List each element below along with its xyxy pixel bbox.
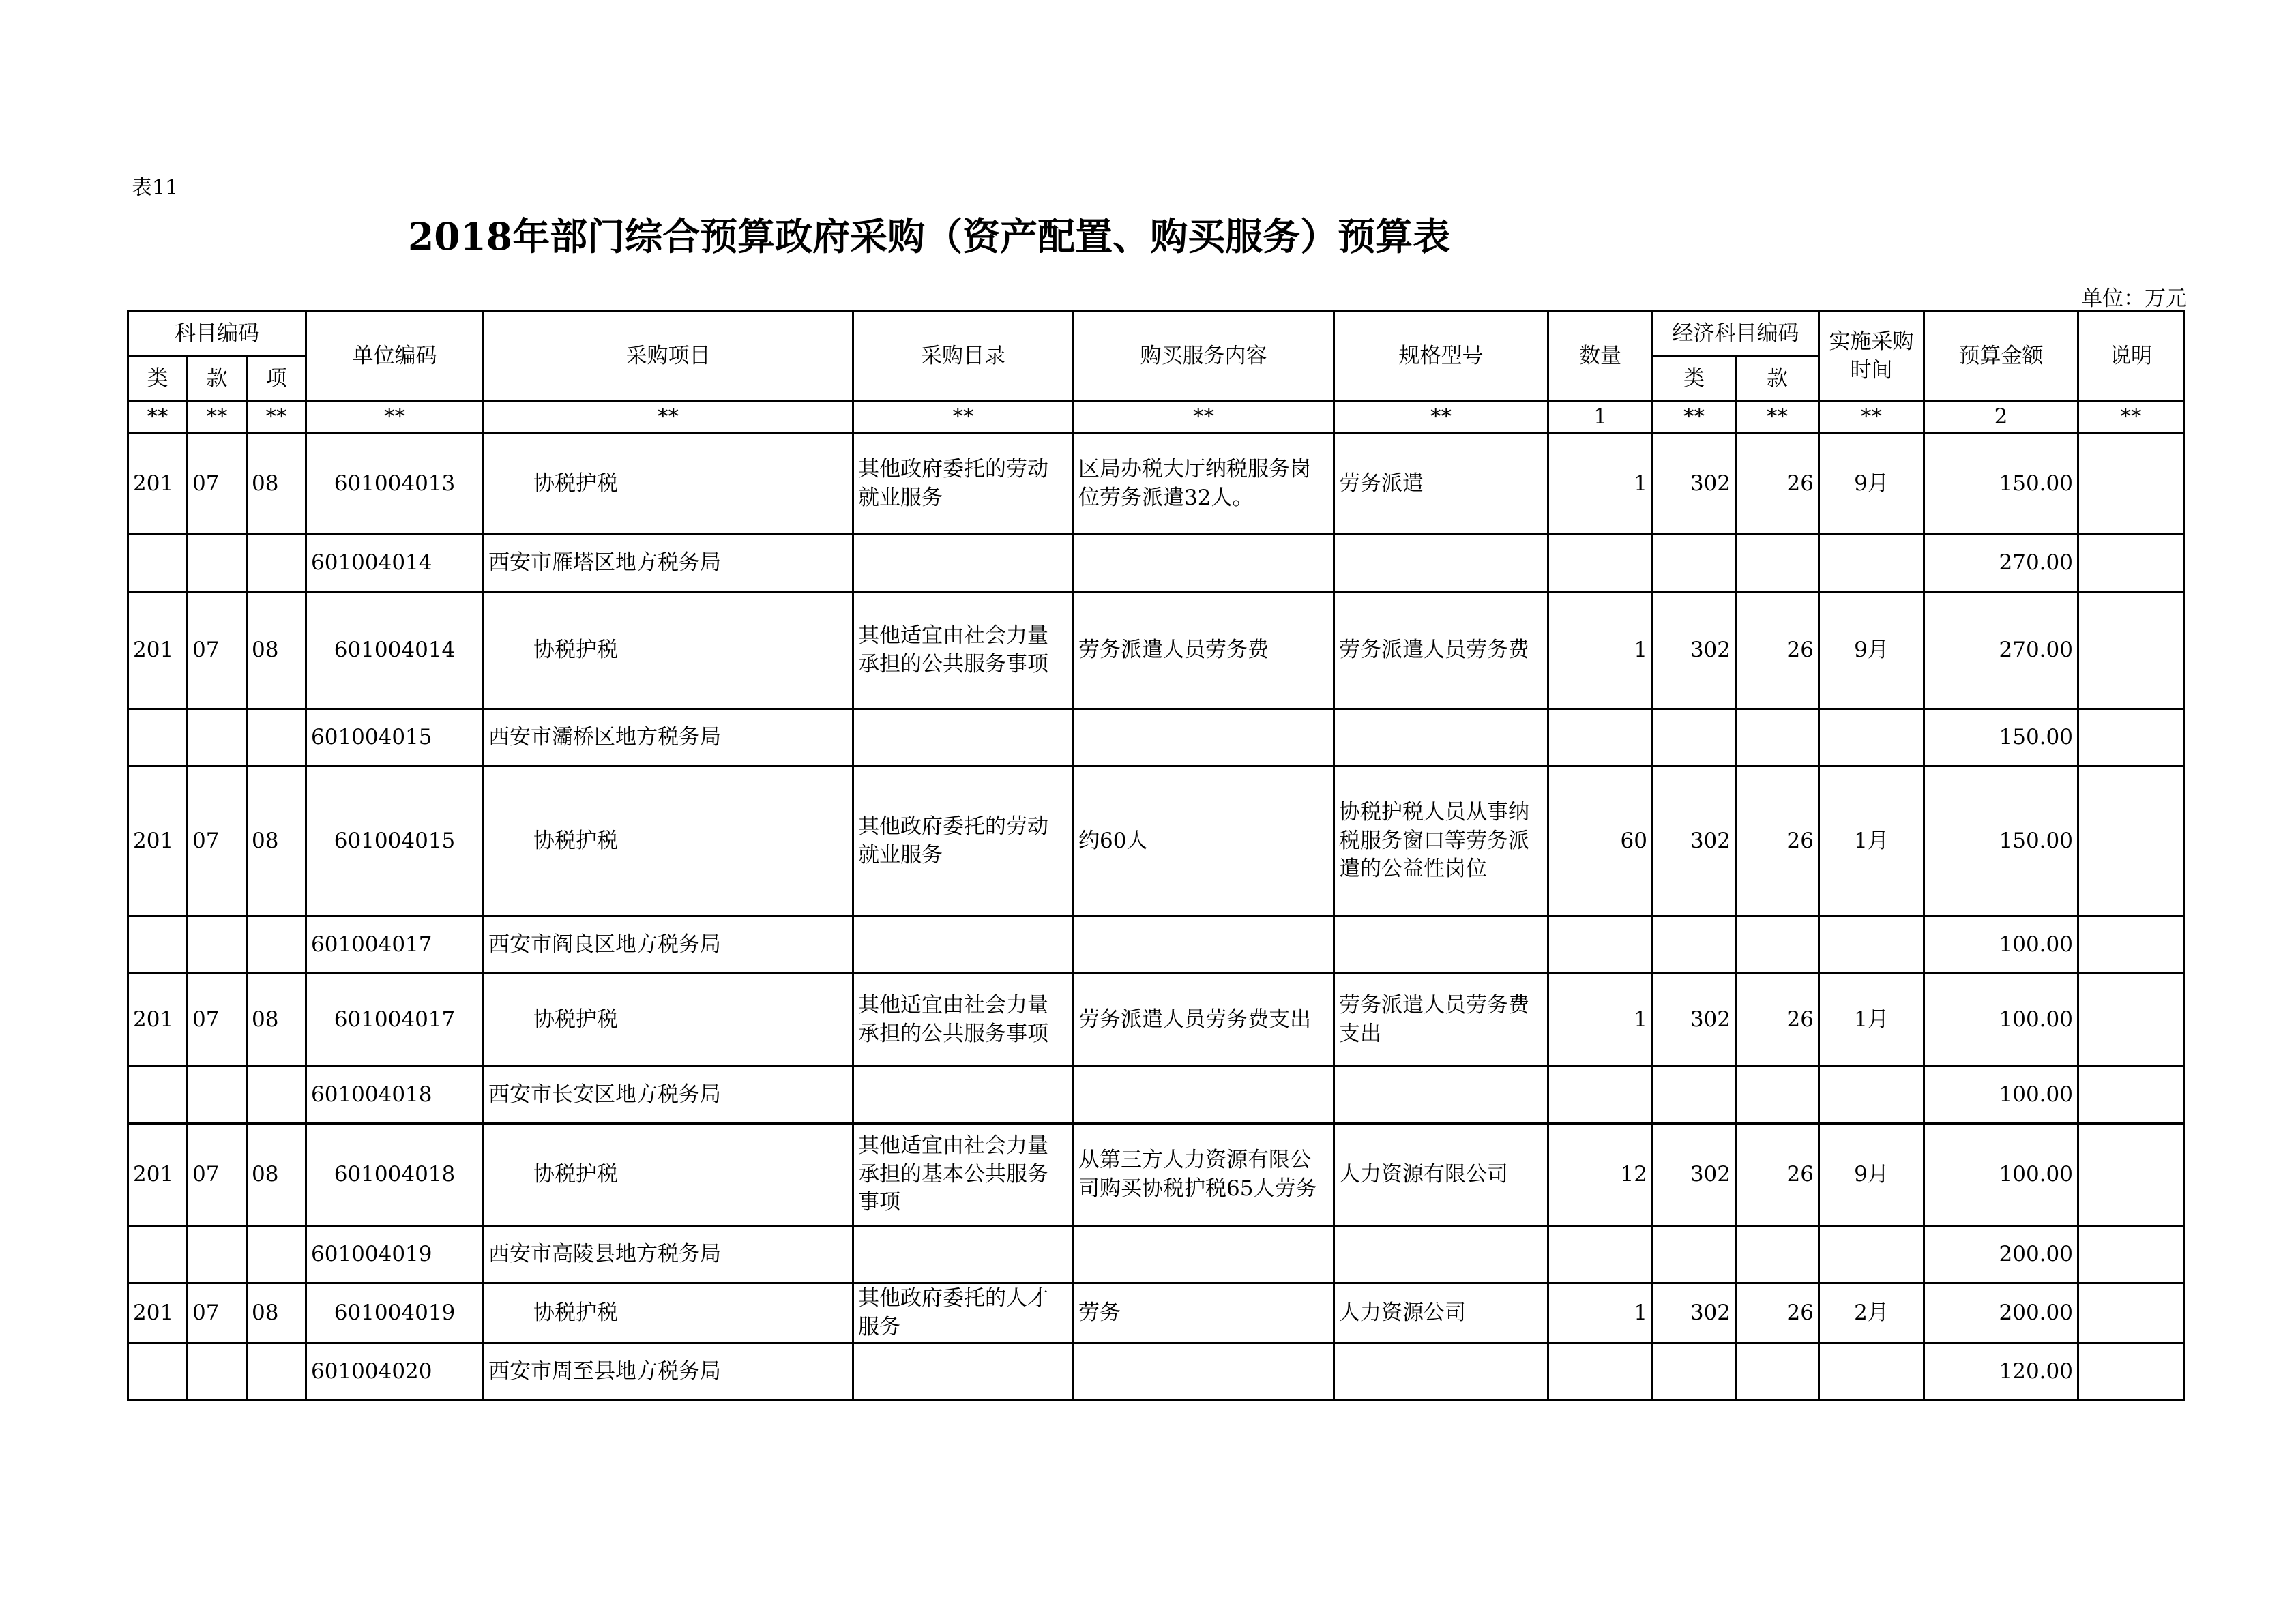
item-row: [128, 592, 2184, 709]
catalog-cell: [853, 709, 1074, 766]
unit-code-cell: 601004019: [306, 1283, 484, 1343]
spec-cell: 协税护税人员从事纳税服务窗口等劳务派遣的公益性岗位: [1334, 766, 1548, 917]
econ-lei-cell: 302: [1653, 1283, 1736, 1343]
budget-amount-cell: 150.00: [1924, 709, 2078, 766]
kuan-cell: 07: [188, 766, 247, 917]
note-cell: [2078, 1067, 2184, 1124]
catalog-cell: 其他政府委托的劳动就业服务: [853, 766, 1074, 917]
kuan-cell: [188, 1067, 247, 1124]
xiang-cell: 08: [247, 974, 306, 1067]
header-goumai-fuwu-neirong: 购买服务内容: [1074, 312, 1334, 402]
service-content-cell: 劳务: [1074, 1283, 1334, 1343]
econ-lei-cell: 302: [1653, 434, 1736, 535]
econ-lei-cell: 302: [1653, 766, 1736, 917]
note-cell: [2078, 709, 2184, 766]
spec-cell: [1334, 1343, 1548, 1401]
marker-cell: **: [247, 402, 306, 434]
unit-name-cell: 西安市高陵县地方税务局: [484, 1226, 853, 1283]
header-yusuan-jine: 预算金额: [1924, 312, 2078, 402]
econ-lei-cell: [1653, 917, 1736, 974]
spec-cell: [1334, 917, 1548, 974]
unit-code-cell: 601004015: [306, 709, 484, 766]
xiang-cell: 08: [247, 766, 306, 917]
item-row: [128, 434, 2184, 535]
budget-amount-cell: 150.00: [1924, 766, 2078, 917]
econ-kuan-cell: [1736, 917, 1819, 974]
kuan-cell: 07: [188, 592, 247, 709]
unit-code-cell: 601004018: [306, 1067, 484, 1124]
econ-lei-cell: 302: [1653, 592, 1736, 709]
project-cell: 协税护税: [484, 1283, 853, 1343]
lei-cell: 201: [128, 1283, 188, 1343]
quantity-cell: 60: [1548, 766, 1653, 917]
header-kuan: 款: [188, 357, 247, 402]
header-jj-lei: 类: [1653, 357, 1736, 402]
unit-code-cell: 601004013: [306, 434, 484, 535]
spec-cell: 人力资源有限公司: [1334, 1124, 1548, 1226]
quantity-cell: 1: [1548, 592, 1653, 709]
catalog-cell: [853, 1226, 1074, 1283]
budget-amount-cell: 270.00: [1924, 592, 2078, 709]
econ-lei-cell: 302: [1653, 974, 1736, 1067]
kuan-cell: [188, 1226, 247, 1283]
catalog-cell: 其他适宜由社会力量承担的公共服务事项: [853, 592, 1074, 709]
header-caigou-xiangmu: 采购项目: [484, 312, 853, 402]
table-number: 表11: [132, 176, 179, 200]
purchase-time-cell: 9月: [1819, 592, 1924, 709]
spec-cell: [1334, 709, 1548, 766]
kuan-cell: 07: [188, 1283, 247, 1343]
header-guige-xinghao: 规格型号: [1334, 312, 1548, 402]
econ-kuan-cell: [1736, 709, 1819, 766]
kuan-cell: [188, 1343, 247, 1401]
purchase-time-cell: [1819, 1067, 1924, 1124]
lei-cell: [128, 709, 188, 766]
marker-cell: **: [306, 402, 484, 434]
header-jj-kuan: 款: [1736, 357, 1819, 402]
spec-cell: 人力资源公司: [1334, 1283, 1548, 1343]
xiang-cell: 08: [247, 1283, 306, 1343]
marker-row: [128, 402, 2184, 434]
header-shuoming: 说明: [2078, 312, 2184, 402]
service-content-cell: [1074, 1226, 1334, 1283]
econ-lei-cell: 302: [1653, 1124, 1736, 1226]
unit-code-cell: 601004015: [306, 766, 484, 917]
econ-kuan-cell: 26: [1736, 434, 1819, 535]
note-cell: [2078, 535, 2184, 592]
quantity-cell: [1548, 1226, 1653, 1283]
budget-amount-cell: 100.00: [1924, 974, 2078, 1067]
econ-kuan-cell: 26: [1736, 1283, 1819, 1343]
xiang-cell: [247, 1343, 306, 1401]
service-content-cell: [1074, 1067, 1334, 1124]
service-content-cell: [1074, 535, 1334, 592]
unit-name-cell: 西安市周至县地方税务局: [484, 1343, 853, 1401]
kuan-cell: 07: [188, 974, 247, 1067]
quantity-cell: 12: [1548, 1124, 1653, 1226]
quantity-cell: 1: [1548, 974, 1653, 1067]
page-title: 2018年部门综合预算政府采购（资产配置、购买服务）预算表: [408, 214, 1451, 258]
purchase-time-cell: 9月: [1819, 434, 1924, 535]
catalog-cell: 其他政府委托的人才服务: [853, 1283, 1074, 1343]
econ-lei-cell: [1653, 1067, 1736, 1124]
marker-cell: **: [2078, 402, 2184, 434]
marker-cell: **: [1653, 402, 1736, 434]
header-lei: 类: [128, 357, 188, 402]
unit-code-cell: 601004014: [306, 535, 484, 592]
quantity-cell: 1: [1548, 434, 1653, 535]
service-content-cell: 从第三方人力资源有限公司购买协税护税65人劳务: [1074, 1124, 1334, 1226]
econ-kuan-cell: [1736, 1067, 1819, 1124]
budget-amount-cell: 120.00: [1924, 1343, 2078, 1401]
marker-cell: **: [188, 402, 247, 434]
catalog-cell: 其他适宜由社会力量承担的公共服务事项: [853, 974, 1074, 1067]
unit-code-cell: 601004020: [306, 1343, 484, 1401]
unit-summary-row: [128, 1226, 2184, 1283]
kuan-cell: [188, 917, 247, 974]
note-cell: [2078, 1226, 2184, 1283]
unit-summary-row: [128, 1343, 2184, 1401]
budget-amount-cell: 150.00: [1924, 434, 2078, 535]
spec-cell: 劳务派遣人员劳务费支出: [1334, 974, 1548, 1067]
lei-cell: 201: [128, 974, 188, 1067]
table-body: [128, 312, 2184, 1401]
unit-summary-row: [128, 917, 2184, 974]
unit-name-cell: 西安市长安区地方税务局: [484, 1067, 853, 1124]
econ-kuan-cell: 26: [1736, 1124, 1819, 1226]
purchase-time-cell: 1月: [1819, 974, 1924, 1067]
xiang-cell: 08: [247, 592, 306, 709]
header-xiang: 项: [247, 357, 306, 402]
spec-cell: 劳务派遣人员劳务费: [1334, 592, 1548, 709]
header-kemu-bianma: 科目编码: [128, 312, 306, 357]
lei-cell: [128, 535, 188, 592]
budget-amount-cell: 200.00: [1924, 1226, 2078, 1283]
unit-label: 单位：万元: [2081, 286, 2187, 311]
marker-cell: **: [128, 402, 188, 434]
budget-amount-cell: 200.00: [1924, 1283, 2078, 1343]
project-cell: 协税护税: [484, 1124, 853, 1226]
project-cell: 协税护税: [484, 766, 853, 917]
purchase-time-cell: [1819, 535, 1924, 592]
econ-lei-cell: [1653, 709, 1736, 766]
xiang-cell: [247, 709, 306, 766]
catalog-cell: [853, 1067, 1074, 1124]
spec-cell: [1334, 1226, 1548, 1283]
xiang-cell: [247, 535, 306, 592]
project-cell: 协税护税: [484, 592, 853, 709]
econ-lei-cell: [1653, 535, 1736, 592]
marker-cell: **: [1736, 402, 1819, 434]
item-row: [128, 1283, 2184, 1343]
unit-code-cell: 601004014: [306, 592, 484, 709]
unit-name-cell: 西安市阎良区地方税务局: [484, 917, 853, 974]
header-danwei-bianma: 单位编码: [306, 312, 484, 402]
xiang-cell: [247, 1226, 306, 1283]
note-cell: [2078, 592, 2184, 709]
kuan-cell: [188, 535, 247, 592]
item-row: [128, 974, 2184, 1067]
xiang-cell: 08: [247, 1124, 306, 1226]
xiang-cell: [247, 917, 306, 974]
purchase-time-cell: 9月: [1819, 1124, 1924, 1226]
marker-cell: 1: [1548, 402, 1653, 434]
xiang-cell: 08: [247, 434, 306, 535]
service-content-cell: 区局办税大厅纳税服务岗位劳务派遣32人。: [1074, 434, 1334, 535]
service-content-cell: 约60人: [1074, 766, 1334, 917]
budget-amount-cell: 100.00: [1924, 1067, 2078, 1124]
unit-code-cell: 601004018: [306, 1124, 484, 1226]
unit-code-cell: 601004019: [306, 1226, 484, 1283]
item-row: [128, 766, 2184, 917]
quantity-cell: [1548, 1067, 1653, 1124]
note-cell: [2078, 917, 2184, 974]
header-shuliang: 数量: [1548, 312, 1653, 402]
service-content-cell: 劳务派遣人员劳务费支出: [1074, 974, 1334, 1067]
econ-kuan-cell: [1736, 535, 1819, 592]
service-content-cell: 劳务派遣人员劳务费: [1074, 592, 1334, 709]
spec-cell: 劳务派遣: [1334, 434, 1548, 535]
project-cell: 协税护税: [484, 434, 853, 535]
budget-table: [127, 310, 2185, 1401]
kuan-cell: [188, 709, 247, 766]
note-cell: [2078, 1124, 2184, 1226]
econ-kuan-cell: 26: [1736, 592, 1819, 709]
econ-kuan-cell: [1736, 1343, 1819, 1401]
quantity-cell: [1548, 1343, 1653, 1401]
unit-name-cell: 西安市灞桥区地方税务局: [484, 709, 853, 766]
catalog-cell: [853, 535, 1074, 592]
purchase-time-cell: [1819, 917, 1924, 974]
project-cell: 协税护税: [484, 974, 853, 1067]
lei-cell: 201: [128, 766, 188, 917]
marker-cell: **: [1334, 402, 1548, 434]
kuan-cell: 07: [188, 1124, 247, 1226]
service-content-cell: [1074, 917, 1334, 974]
unit-code-cell: 601004017: [306, 974, 484, 1067]
item-row: [128, 1124, 2184, 1226]
econ-kuan-cell: 26: [1736, 766, 1819, 917]
marker-cell: 2: [1924, 402, 2078, 434]
purchase-time-cell: 2月: [1819, 1283, 1924, 1343]
unit-summary-row: [128, 709, 2184, 766]
unit-summary-row: [128, 1067, 2184, 1124]
spec-cell: [1334, 535, 1548, 592]
spec-cell: [1334, 1067, 1548, 1124]
catalog-cell: 其他政府委托的劳动就业服务: [853, 434, 1074, 535]
quantity-cell: 1: [1548, 1283, 1653, 1343]
header-shishi-caigou-shijian: 实施采购时间: [1819, 312, 1924, 402]
purchase-time-cell: [1819, 709, 1924, 766]
lei-cell: [128, 917, 188, 974]
catalog-cell: 其他适宜由社会力量承担的基本公共服务事项: [853, 1124, 1074, 1226]
note-cell: [2078, 766, 2184, 917]
xiang-cell: [247, 1067, 306, 1124]
budget-amount-cell: 270.00: [1924, 535, 2078, 592]
lei-cell: 201: [128, 434, 188, 535]
econ-kuan-cell: [1736, 1226, 1819, 1283]
marker-cell: **: [1074, 402, 1334, 434]
marker-cell: **: [1819, 402, 1924, 434]
quantity-cell: [1548, 917, 1653, 974]
econ-lei-cell: [1653, 1226, 1736, 1283]
note-cell: [2078, 1343, 2184, 1401]
note-cell: [2078, 434, 2184, 535]
purchase-time-cell: 1月: [1819, 766, 1924, 917]
lei-cell: [128, 1226, 188, 1283]
unit-name-cell: 西安市雁塔区地方税务局: [484, 535, 853, 592]
kuan-cell: 07: [188, 434, 247, 535]
service-content-cell: [1074, 709, 1334, 766]
lei-cell: 201: [128, 592, 188, 709]
lei-cell: [128, 1067, 188, 1124]
budget-amount-cell: 100.00: [1924, 917, 2078, 974]
lei-cell: [128, 1343, 188, 1401]
service-content-cell: [1074, 1343, 1334, 1401]
header-jingji-kemu-bianma: 经济科目编码: [1653, 312, 1819, 357]
budget-amount-cell: 100.00: [1924, 1124, 2078, 1226]
note-cell: [2078, 1283, 2184, 1343]
marker-cell: **: [853, 402, 1074, 434]
catalog-cell: [853, 917, 1074, 974]
unit-code-cell: 601004017: [306, 917, 484, 974]
econ-kuan-cell: 26: [1736, 974, 1819, 1067]
econ-lei-cell: [1653, 1343, 1736, 1401]
note-cell: [2078, 974, 2184, 1067]
header-caigou-mulu: 采购目录: [853, 312, 1074, 402]
lei-cell: 201: [128, 1124, 188, 1226]
marker-cell: **: [484, 402, 853, 434]
catalog-cell: [853, 1343, 1074, 1401]
purchase-time-cell: [1819, 1226, 1924, 1283]
purchase-time-cell: [1819, 1343, 1924, 1401]
unit-summary-row: [128, 535, 2184, 592]
quantity-cell: [1548, 535, 1653, 592]
quantity-cell: [1548, 709, 1653, 766]
